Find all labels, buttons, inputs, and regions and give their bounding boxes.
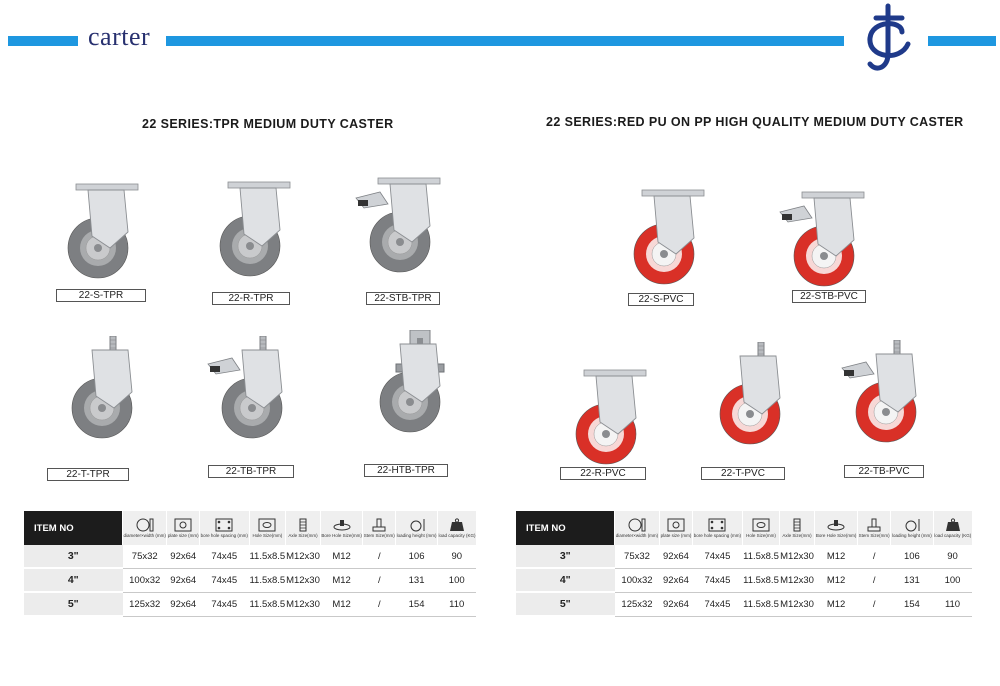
caster-image [360, 330, 470, 438]
spec-value-cell: M12 [815, 568, 858, 592]
spec-value-cell: 131 [396, 568, 438, 592]
spec-value-cell: 92x64 [167, 592, 200, 616]
bore-hole-spacing-icon [200, 518, 248, 532]
wheel-diameter-icon [123, 518, 166, 532]
caster-image [202, 336, 312, 444]
product-code-label: 22-TB-TPR [208, 465, 294, 478]
wheel-size-cell: 5" [24, 592, 123, 616]
spec-column-header [615, 511, 660, 545]
spec-column-label: Bore Hole Size(mm) [815, 533, 857, 538]
spec-value-cell: 11.5x8.5 [249, 568, 286, 592]
spec-column-header [320, 511, 363, 545]
spec-value-cell: / [858, 592, 891, 616]
spec-column-label: Hole Size(mm) [252, 533, 283, 538]
spec-column-label: Stem Size(mm) [858, 533, 890, 538]
spec-column-label: load capacity (KG) [934, 533, 972, 538]
spec-value-cell: 74x45 [200, 592, 249, 616]
item-no-header: ITEM NO [516, 511, 615, 545]
spec-column-header [200, 511, 249, 545]
product-code-label: 22-R-TPR [212, 292, 290, 305]
plate-size-icon [660, 518, 692, 532]
spec-value-cell: 100 [933, 568, 972, 592]
table-row [24, 568, 476, 592]
spec-value-cell: M12x30 [780, 568, 815, 592]
spec-value-cell: 100 [437, 568, 476, 592]
spec-value-cell: 154 [891, 592, 933, 616]
spec-column-header [437, 511, 476, 545]
product-code-label: 22-STB-TPR [366, 292, 440, 305]
spec-value-cell: 90 [933, 545, 972, 568]
spec-column-header [286, 511, 321, 545]
spec-column-header [363, 511, 396, 545]
load-capacity-icon [934, 518, 972, 532]
spec-value-cell: 110 [437, 592, 476, 616]
spec-value-cell: / [363, 592, 396, 616]
spec-column-label: Axle Size(mm) [288, 533, 318, 538]
product-code-label: 22-S-PVC [628, 293, 694, 306]
loading-height-icon [396, 518, 437, 532]
spec-value-cell: 106 [396, 545, 438, 568]
product-code-label: 22-TB-PVC [844, 465, 924, 478]
product-code-label: 22-S-TPR [56, 289, 146, 302]
left-series-title: 22 SERIES:TPR MEDIUM DUTY CASTER [142, 117, 394, 131]
spec-value-cell: 110 [933, 592, 972, 616]
stem-size-icon [858, 518, 890, 532]
spec-value-cell: M12 [320, 568, 363, 592]
table-row [516, 545, 972, 568]
spec-value-cell: 11.5x8.5 [249, 545, 286, 568]
wheel-size-cell: 4" [24, 568, 123, 592]
spec-value-cell: 92x64 [659, 545, 692, 568]
spec-column-header [933, 511, 972, 545]
stem-size-icon [363, 518, 395, 532]
caster-image [614, 182, 724, 290]
spec-table-right [516, 511, 972, 617]
spec-value-cell: M12 [320, 545, 363, 568]
spec-value-cell: 92x64 [167, 545, 200, 568]
bore-hole-size-icon [321, 518, 363, 532]
brand-name: carter [88, 22, 151, 51]
spec-column-label: load capacity (KG) [438, 533, 476, 538]
wheel-size-cell: 4" [516, 568, 615, 592]
caster-image [52, 336, 162, 444]
spec-value-cell: M12 [815, 545, 858, 568]
spec-value-cell: 92x64 [167, 568, 200, 592]
spec-column-header [659, 511, 692, 545]
spec-value-cell: / [363, 568, 396, 592]
table-row [24, 592, 476, 616]
spec-column-label: Hole Size(mm) [746, 533, 776, 538]
product-code-label: 22-R-PVC [560, 467, 646, 480]
axle-size-icon [286, 518, 320, 532]
bore-hole-size-icon [815, 518, 857, 532]
spec-column-label: bore hole spacing (mm) [693, 533, 742, 538]
product-code-label: 22-T-PVC [701, 467, 785, 480]
spec-column-label: Axle Size(mm) [782, 533, 812, 538]
spec-column-label: Stem Size(mm) [363, 533, 395, 538]
right-series-title: 22 SERIES:RED PU ON PP HIGH QUALITY MEDIUM DUTY CASTER [546, 115, 964, 129]
carter-logo-icon [858, 2, 918, 74]
wheel-size-cell: 3" [516, 545, 615, 568]
spec-value-cell: 74x45 [692, 592, 742, 616]
spec-value-cell: 154 [396, 592, 438, 616]
axle-size-icon [780, 518, 814, 532]
spec-column-header [396, 511, 438, 545]
spec-value-cell: 11.5x8.5 [742, 568, 779, 592]
spec-value-cell: M12 [320, 592, 363, 616]
spec-value-cell: 125x32 [615, 592, 660, 616]
spec-value-cell: 92x64 [659, 568, 692, 592]
spec-value-cell: 75x32 [123, 545, 167, 568]
header-bar-left [8, 36, 78, 46]
spec-value-cell: 11.5x8.5 [249, 592, 286, 616]
spec-value-cell: 75x32 [615, 545, 660, 568]
caster-image [836, 340, 946, 448]
caster-image [556, 362, 666, 470]
caster-image [200, 174, 310, 282]
product-code-label: 22-STB-PVC [792, 290, 866, 303]
spec-value-cell: 74x45 [200, 568, 249, 592]
spec-value-cell: M12 [815, 592, 858, 616]
spec-value-cell: 125x32 [123, 592, 167, 616]
spec-value-cell: M12x30 [286, 592, 321, 616]
wheel-diameter-icon [615, 518, 659, 532]
spec-column-header [692, 511, 742, 545]
header-bar-right [928, 36, 996, 46]
spec-value-cell: 100x32 [123, 568, 167, 592]
caster-image [700, 342, 810, 450]
spec-value-cell: 90 [437, 545, 476, 568]
bore-hole-spacing-icon [693, 518, 742, 532]
spec-column-label: plate size (mm) [660, 533, 692, 538]
spec-column-label: Bore Hole Size(mm) [321, 533, 362, 538]
hole-size-icon [743, 518, 779, 532]
spec-column-label: diameter×width (mm) [123, 533, 166, 538]
spec-table-left [24, 511, 476, 617]
spec-column-label: plate size (mm) [167, 533, 199, 538]
item-no-header: ITEM NO [24, 511, 123, 545]
spec-column-header [858, 511, 891, 545]
spec-column-header [123, 511, 167, 545]
spec-value-cell: / [363, 545, 396, 568]
spec-column-label: loading height (mm) [892, 533, 932, 538]
table-row [516, 568, 972, 592]
hole-size-icon [250, 518, 286, 532]
wheel-size-cell: 3" [24, 545, 123, 568]
table-row [516, 592, 972, 616]
spec-value-cell: 74x45 [200, 545, 249, 568]
caster-image [774, 184, 884, 292]
header-bar-center [166, 36, 844, 46]
spec-column-header [780, 511, 815, 545]
spec-value-cell: 11.5x8.5 [742, 545, 779, 568]
product-code-label: 22-T-TPR [47, 468, 129, 481]
spec-column-header [249, 511, 286, 545]
caster-image [350, 170, 460, 278]
spec-column-header [891, 511, 933, 545]
product-code-label: 22-HTB-TPR [364, 464, 448, 477]
loading-height-icon [891, 518, 932, 532]
spec-value-cell: M12x30 [780, 545, 815, 568]
spec-column-label: loading height (mm) [396, 533, 437, 538]
spec-value-cell: M12x30 [286, 545, 321, 568]
caster-image [48, 176, 158, 284]
spec-value-cell: 131 [891, 568, 933, 592]
spec-value-cell: 74x45 [692, 545, 742, 568]
wheel-size-cell: 5" [516, 592, 615, 616]
spec-column-label: diameter×width (mm) [615, 533, 659, 538]
spec-value-cell: / [858, 568, 891, 592]
spec-value-cell: M12x30 [286, 568, 321, 592]
spec-value-cell: M12x30 [780, 592, 815, 616]
table-row [24, 545, 476, 568]
spec-column-header [815, 511, 858, 545]
plate-size-icon [167, 518, 199, 532]
load-capacity-icon [438, 518, 476, 532]
spec-value-cell: 100x32 [615, 568, 660, 592]
spec-column-header [167, 511, 200, 545]
spec-column-label: bore hole spacing (mm) [200, 533, 248, 538]
spec-value-cell: / [858, 545, 891, 568]
spec-column-header [742, 511, 779, 545]
spec-value-cell: 74x45 [692, 568, 742, 592]
spec-value-cell: 92x64 [659, 592, 692, 616]
spec-value-cell: 106 [891, 545, 933, 568]
spec-value-cell: 11.5x8.5 [742, 592, 779, 616]
